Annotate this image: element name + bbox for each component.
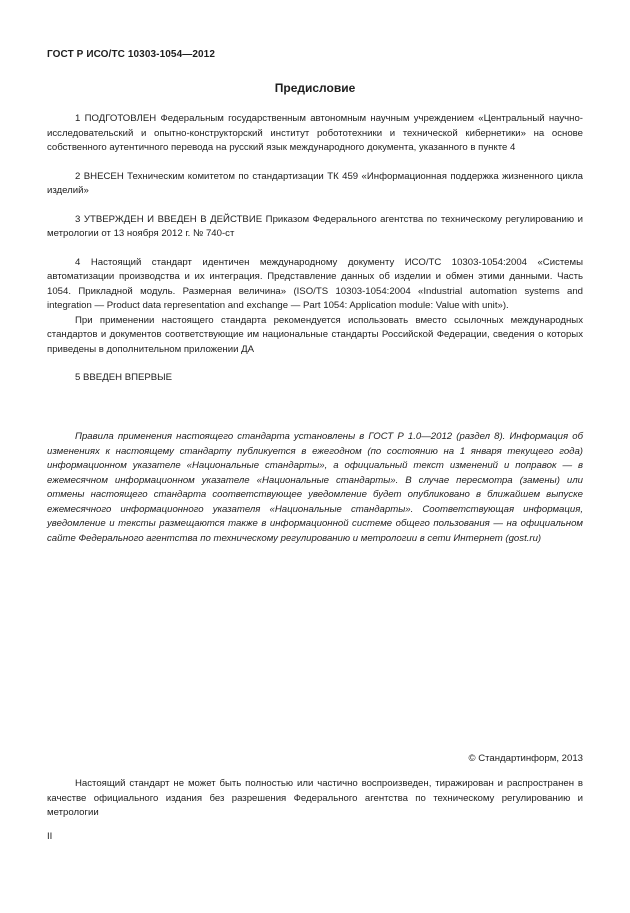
- page-number: II: [47, 831, 53, 842]
- paragraph-submitted: 2 ВНЕСЕН Техническим комитетом по стандартизации ТК 459 «Информационная поддержка жизненного цикла изделий»: [47, 170, 583, 196]
- paragraph-application: При применении настоящего стандарта рекомендуется использовать вместо ссылочных международных стандартов и документов соответствующие им национальные стандарты Российской Федерации, сведения о которых приведены в дополнительном приложении ДА: [47, 314, 583, 355]
- document-header: ГОСТ Р ИСО/ТС 10303-1054—2012: [47, 49, 215, 60]
- copyright-line: © Стандартинформ, 2013: [468, 753, 583, 764]
- page-title: Предисловие: [274, 81, 356, 95]
- paragraph-prepared: 1 ПОДГОТОВЛЕН Федеральным государственным автономным научным учреждением «Центральный научно-исследовательский и опытно-конструкторский институт робототехники и технической кибернетики» на основе собственного аутентичного перевода на русский язык международного документа, указанного в пункте 4: [47, 113, 583, 153]
- reproduction-notice: Настоящий стандарт не может быть полностью или частично воспроизведен, тиражирован и распространен в качестве официального издания без разрешения Федерального агентства по техническому регулированию и метрологии: [47, 778, 583, 818]
- paragraph-approved: 3 УТВЕРЖДЕН И ВВЕДЕН В ДЕЙСТВИЕ Приказом Федерального агентства по техническому регулированию и метрологии от 13 ноября 2012 г. № 740-ст: [47, 213, 583, 239]
- paragraph-introduced: 5 ВВЕДЕН ВПЕРВЫЕ: [75, 372, 173, 383]
- paragraph-identical: 4 Настоящий стандарт идентичен международному документу ИСО/ТС 10303-1054:2004 «Системы автоматизации производства и их интеграция. Представление данных об изделии и обмен этими данными. Часть 1054. Прикладной модуль. Размерная величина» (ISO/TS 10303-1054:2004 «Industrial automation systems and integration — Product data representation and exchange — Part 1054: Application module: Value with unit»).: [47, 256, 583, 311]
- rules-notice: Правила применения настоящего стандарта установлены в ГОСТ Р 1.0—2012 (раздел 8). Информация об изменениях к настоящему стандарту публикуется в ежегодном (по состоянию на 1 января текущего года) информационном указателе «Национальные стандарты», а официальный текст изменений и поправок — в ежемесячном информационном указателе «Национальные стандарты». В случае пересмотра (замены) или отмены настоящего стандарта соответствующее уведомление будет опубликовано в ближайшем выпуске ежемесячного информационного указателя «Национальные стандарты». Соответствующая информация, уведомление и тексты размещаются также в информационной системе общего пользования — на официальном сайте Федерального агентства по техническому регулированию и метрологии в сети Интернет (gost.ru): [47, 431, 583, 544]
- foreword-body: [47, 112, 583, 386]
